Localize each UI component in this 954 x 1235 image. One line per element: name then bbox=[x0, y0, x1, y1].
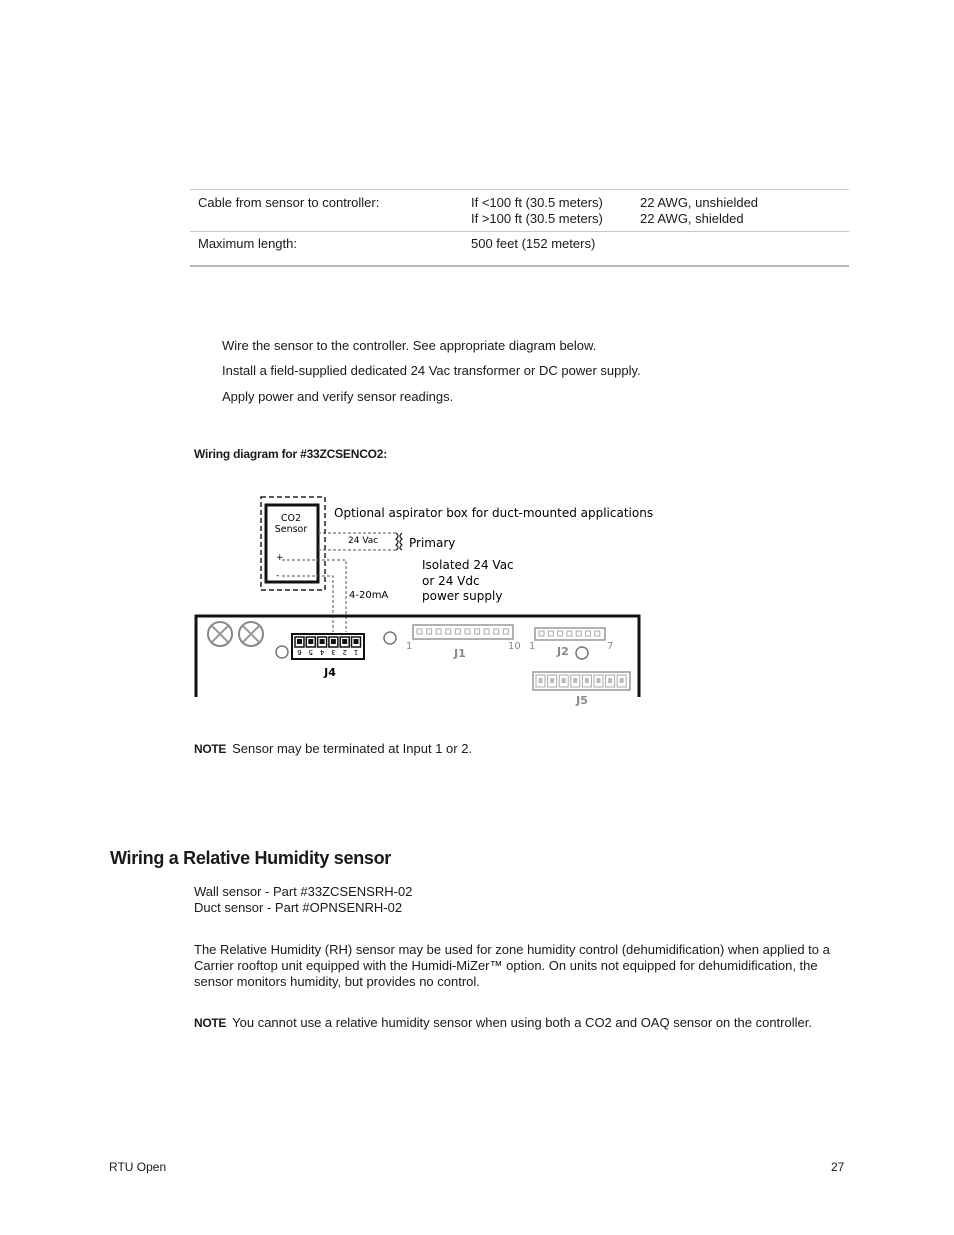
j5-pin-contact bbox=[585, 678, 589, 683]
supply-label: Isolated 24 Vac bbox=[422, 558, 514, 572]
ground-wire bbox=[282, 576, 333, 632]
j2-pin bbox=[595, 631, 600, 636]
diagram-caption: Wiring diagram for #33ZCSENCO2: bbox=[194, 447, 388, 461]
minus-label: - bbox=[276, 571, 280, 581]
distance-line: If >100 ft (30.5 meters) bbox=[471, 211, 603, 226]
j2-end-label: 7 bbox=[607, 641, 614, 652]
mounting-hole-icon bbox=[384, 632, 396, 644]
j1-start-label: 1 bbox=[406, 641, 413, 652]
note bbox=[194, 1015, 812, 1030]
ma-label: 4-20mA bbox=[349, 590, 389, 601]
j5-pin-contact bbox=[608, 678, 612, 683]
screw-icon bbox=[239, 622, 263, 646]
j1-pin bbox=[446, 629, 451, 634]
j2-pin bbox=[567, 631, 572, 636]
j4-pin-screw bbox=[308, 639, 313, 644]
step-item: Apply power and verify sensor readings. bbox=[222, 389, 454, 404]
j1-pin bbox=[455, 629, 460, 634]
j2-pin bbox=[548, 631, 553, 636]
screw-icon bbox=[208, 622, 232, 646]
note-text: Sensor may be terminated at Input 1 or 2. bbox=[232, 741, 473, 756]
supply-label: or 24 Vdc bbox=[422, 574, 480, 588]
note-label: NOTE bbox=[194, 742, 227, 756]
step-item: Install a field-supplied dedicated 24 Vac transformer or DC power supply. bbox=[222, 363, 641, 378]
j1-pins bbox=[417, 629, 508, 634]
j1-pin bbox=[417, 629, 422, 634]
j4-pin-screw bbox=[320, 639, 325, 644]
note-text: You cannot use a relative humidity sensor when using both a CO2 and OAQ sensor on the controller. bbox=[232, 1015, 812, 1030]
sensor-label: CO2 bbox=[280, 513, 302, 524]
part-line: Wall sensor - Part #33ZCSENSRH-02 bbox=[194, 884, 413, 899]
j4-pin-label: 6 bbox=[297, 648, 302, 656]
transformer-coil-icon bbox=[396, 533, 398, 550]
j1-pin bbox=[484, 629, 489, 634]
sensor-label: Sensor bbox=[274, 524, 308, 535]
primary-label: Primary bbox=[409, 536, 456, 550]
note bbox=[194, 741, 472, 756]
j2-pin bbox=[558, 631, 563, 636]
aspirator-label: Optional aspirator box for duct-mounted applications bbox=[334, 506, 654, 520]
j1-pin bbox=[436, 629, 441, 634]
step-item: Wire the sensor to the controller. See appropriate diagram below. bbox=[222, 338, 597, 353]
j2-pin bbox=[576, 631, 581, 636]
j5-pins bbox=[536, 675, 626, 687]
j4-pin-screw bbox=[331, 639, 336, 644]
j5-pin-contact bbox=[597, 678, 601, 683]
j5-pin-contact bbox=[539, 678, 543, 683]
supply-label: power supply bbox=[422, 589, 503, 603]
j4-pin-label: 3 bbox=[331, 648, 336, 656]
j1-pin bbox=[465, 629, 470, 634]
j5-label: J5 bbox=[576, 694, 588, 707]
j4-pin-label: 2 bbox=[342, 648, 347, 656]
j4-pin-label: 5 bbox=[308, 648, 314, 656]
mounting-hole-icon bbox=[276, 646, 288, 658]
distance-line: If <100 ft (30.5 meters) bbox=[471, 195, 603, 210]
j2-label: J2 bbox=[557, 645, 569, 658]
j2-pin bbox=[586, 631, 591, 636]
section-heading: Wiring a Relative Humidity sensor bbox=[110, 848, 392, 868]
transformer-coil-icon bbox=[400, 533, 402, 550]
j5-pin-contact bbox=[620, 678, 624, 683]
j4-pin-screw bbox=[342, 639, 347, 644]
vac-label: 24 Vac bbox=[348, 536, 379, 546]
j1-pin bbox=[475, 629, 480, 634]
part-line: Duct sensor - Part #OPNSENRH-02 bbox=[194, 900, 403, 915]
wire-line: 22 AWG, shielded bbox=[640, 211, 744, 226]
j4-label: J4 bbox=[324, 666, 336, 679]
j5-pin-contact bbox=[562, 678, 566, 683]
j4-pin-screw bbox=[354, 639, 359, 644]
plus-label: + bbox=[276, 553, 284, 563]
mounting-hole-icon bbox=[576, 647, 588, 659]
j4-pin-label: 1 bbox=[353, 648, 359, 656]
j1-pin bbox=[503, 629, 508, 634]
footer-title: RTU Open bbox=[109, 1160, 167, 1174]
j5-pin-contact bbox=[550, 678, 554, 683]
body-paragraph: The Relative Humidity (RH) sensor may be used for zone humidity control (dehumidification) when applied to a Carrier rooftop unit equipped with the Humidi-MiZer™ option. On units not equipped for dehumidification, the sensor monitors humidity, but provides no control. bbox=[194, 942, 830, 989]
j1-label: J1 bbox=[454, 647, 466, 660]
note-label: NOTE bbox=[194, 1016, 227, 1030]
j1-connector bbox=[413, 625, 513, 639]
j2-pins bbox=[539, 631, 600, 636]
j2-pin bbox=[539, 631, 544, 636]
j2-start-label: 1 bbox=[529, 641, 536, 652]
j1-pin bbox=[427, 629, 432, 634]
j4-pin-label: 4 bbox=[319, 648, 325, 656]
table-cell-label: Cable from sensor to controller: bbox=[198, 195, 380, 210]
j5-pin-contact bbox=[573, 678, 577, 683]
j4-pins bbox=[295, 637, 361, 656]
table-cell-label: Maximum length: bbox=[198, 236, 297, 251]
j4-pin-screw bbox=[297, 639, 302, 644]
table-cell-distance: 500 feet (152 meters) bbox=[471, 236, 596, 251]
j1-end-label: 10 bbox=[508, 641, 521, 652]
wire-line: 22 AWG, unshielded bbox=[640, 195, 759, 210]
page-number: 27 bbox=[831, 1160, 845, 1174]
part-numbers bbox=[194, 884, 412, 916]
j1-pin bbox=[494, 629, 499, 634]
